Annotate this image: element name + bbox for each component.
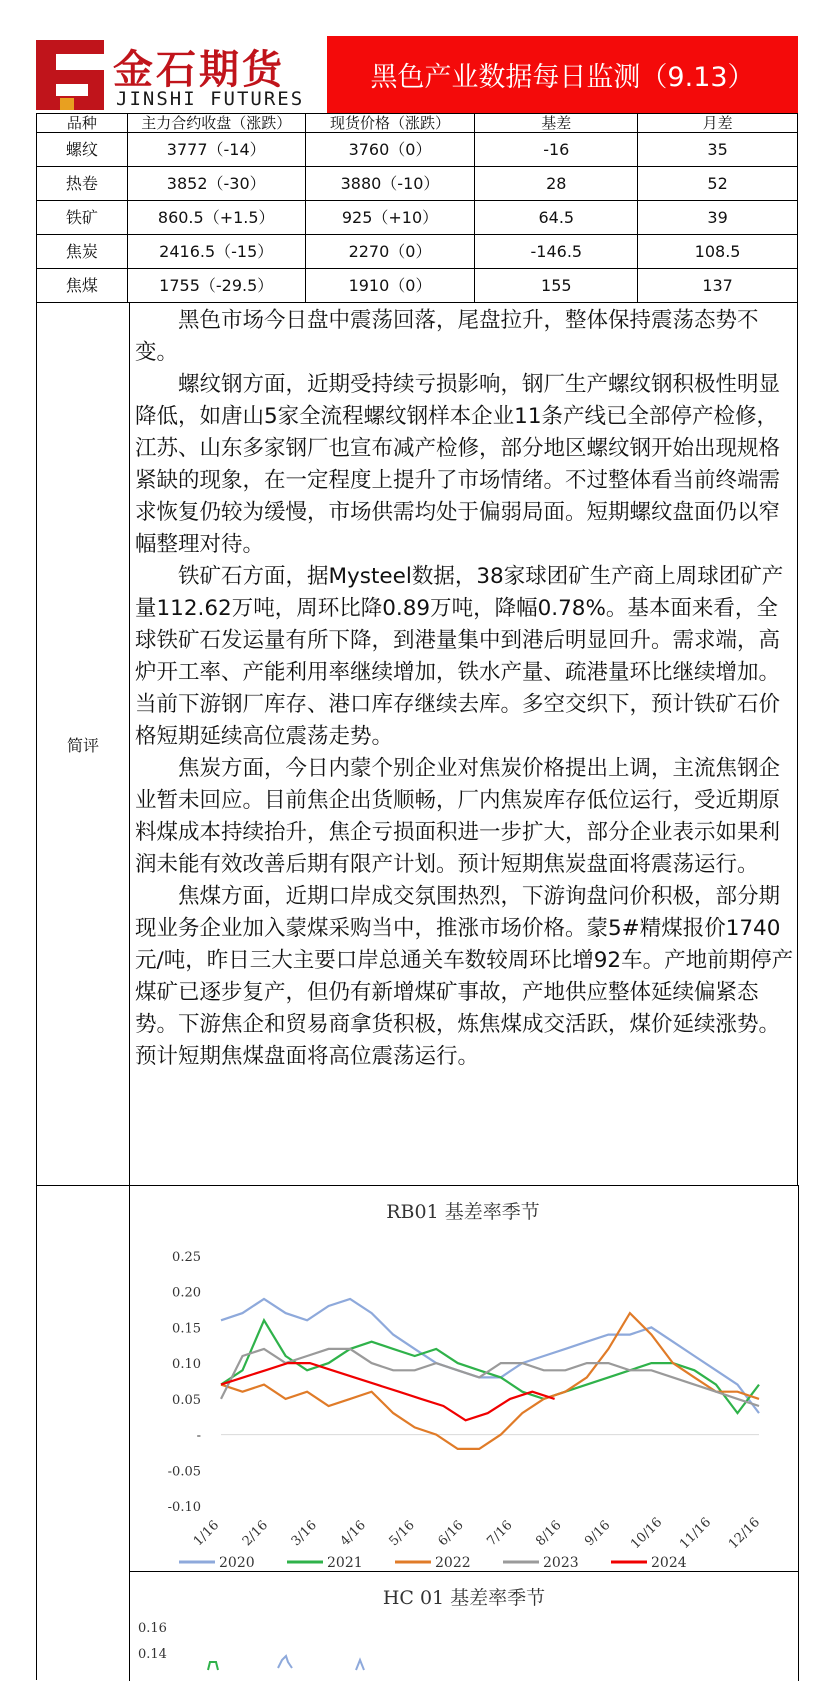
table-row (37, 167, 798, 201)
table-cell: 3880（-10） (305, 167, 475, 201)
logo-mark-icon (36, 36, 110, 113)
x-tick-label: 8/16 (533, 1517, 565, 1550)
x-tick-label: 1/16 (190, 1517, 223, 1550)
table-cell: 2270（0） (305, 235, 475, 269)
series-line-2020 (221, 1299, 759, 1413)
x-tick-label: 2/16 (239, 1517, 272, 1550)
y-tick-label: -0.05 (167, 1464, 201, 1480)
x-tick-label: 10/16 (628, 1514, 666, 1553)
commentary-paragraph: 焦煤方面，近期口岸成交氛围热烈，下游询盘问价积极，部分期现业务企业加入蒙煤采购当中，推涨市场价格。蒙5#精煤报价1740元/吨，昨日三大主要口岸总通关车数较周环比增92车。产地前期停产煤矿已逐步复产，但仍有新增煤矿事故，产地供应整体延续偏紧态势。下游焦企和贸易商拿货积极，炼焦煤成交活跃，煤价延续涨势。预计短期焦煤盘面将高位震荡运行。 (135, 884, 794, 1069)
column-header: 基差 (475, 114, 638, 133)
x-tick-label: 7/16 (484, 1517, 516, 1550)
table-row (37, 235, 798, 269)
commentary-paragraph: 黑色市场今日盘中震荡回落，尾盘拉升，整体保持震荡态势不变。 (135, 308, 759, 365)
series-line-2024 (221, 1363, 555, 1420)
table-cell: 925（+10） (305, 201, 475, 235)
rb01-chart-svg (129, 1186, 798, 1571)
chart-label-column (36, 1185, 130, 1680)
report-title: 黑色产业数据每日监测（9.13） (327, 36, 798, 113)
series-line (356, 1660, 364, 1670)
logo-brand-text: 金石期货 (113, 47, 285, 93)
table-cell: 热卷 (37, 167, 128, 201)
series-line (278, 1656, 292, 1668)
chart-title: RB01 基差率季节 (386, 1201, 540, 1223)
hc01-basis-chart (129, 1571, 799, 1681)
y-tick-label: 0.16 (138, 1621, 167, 1636)
x-tick-label: 3/16 (288, 1517, 320, 1550)
table-cell: 3777（-14） (127, 133, 305, 167)
y-tick-label: 0.14 (138, 1647, 167, 1662)
commentary-paragraph: 焦炭方面，今日内蒙个别企业对焦炭价格提出上调，主流焦钢企业暂未回应。目前焦企出货顺畅，厂内焦炭库存低位运行，受近期原料煤成本持续抬升，焦企亏损面积进一步扩大，部分企业表示如果利润未能有效改善后期有限产计划。预计短期焦炭盘面将震荡运行。 (135, 756, 781, 877)
logo-brand-en: JINSHI FUTURES (116, 88, 305, 110)
table-cell: 3852（-30） (127, 167, 305, 201)
x-tick-label: 4/16 (337, 1517, 369, 1550)
table-cell: 3760（0） (305, 133, 475, 167)
table-cell: -146.5 (475, 235, 638, 269)
price-table (36, 113, 798, 303)
table-header-row (37, 114, 798, 133)
y-tick-label: 0.20 (172, 1285, 201, 1301)
column-header: 月差 (638, 114, 798, 133)
table-cell: 155 (475, 269, 638, 303)
legend-label: 2024 (651, 1555, 687, 1571)
table-cell: 1910（0） (305, 269, 475, 303)
series-line (208, 1662, 218, 1670)
table-cell: 52 (638, 167, 798, 201)
legend-label: 2022 (435, 1555, 471, 1571)
x-tick-label: 9/16 (582, 1517, 614, 1550)
table-cell: 28 (475, 167, 638, 201)
y-tick-label: 0.25 (172, 1250, 201, 1265)
header (36, 36, 798, 113)
x-tick-label: 6/16 (435, 1517, 467, 1550)
y-tick-label: 0.05 (172, 1392, 201, 1408)
table-cell: 焦煤 (37, 269, 128, 303)
y-tick-label: 0.15 (172, 1321, 201, 1337)
table-cell: 137 (638, 269, 798, 303)
table-row (37, 201, 798, 235)
chart-title: HC 01 基差率季节 (382, 1587, 546, 1609)
table-cell: 焦炭 (37, 235, 128, 269)
hc01-chart-svg (130, 1572, 798, 1681)
column-header: 现货价格（涨跌） (305, 114, 475, 133)
y-tick-label: - (196, 1428, 201, 1444)
x-tick-label: 11/16 (677, 1514, 715, 1553)
column-header: 品种 (37, 114, 128, 133)
table-cell: 64.5 (475, 201, 638, 235)
table-cell: -16 (475, 133, 638, 167)
commentary-text (135, 305, 795, 1073)
table-cell: 1755（-29.5） (127, 269, 305, 303)
y-tick-label: 0.10 (172, 1357, 201, 1373)
table-cell: 39 (638, 201, 798, 235)
legend-label: 2021 (327, 1555, 363, 1571)
table-row (37, 269, 798, 303)
page (36, 36, 798, 1680)
x-tick-label: 5/16 (386, 1517, 418, 1550)
legend-label: 2020 (219, 1555, 255, 1571)
commentary-paragraph: 铁矿石方面，据Mysteel数据，38家球团矿生产商上周球团矿产量112.62万吨，周环比降0.89万吨，降幅0.78%。基本面来看，全球铁矿石发运量有所下降，到港量集中到港后明显回升。需求端，高炉开工率、产能利用率继续增加，铁水产量、疏港量环比继续增加。当前下游钢厂库存、港口库存继续去库。多空交织下，预计铁矿石价格短期延续高位震荡走势。 (135, 564, 784, 749)
table-cell: 860.5（+1.5） (127, 201, 305, 235)
y-tick-label: -0.10 (167, 1500, 201, 1515)
logo (36, 36, 327, 113)
column-header: 主力合约收盘（涨跌） (127, 114, 305, 133)
table-row (37, 133, 798, 167)
series-line-2022 (221, 1313, 759, 1449)
table-cell: 铁矿 (37, 201, 128, 235)
table-cell: 108.5 (638, 235, 798, 269)
legend-label: 2023 (543, 1555, 579, 1571)
commentary-paragraph: 螺纹钢方面，近期受持续亏损影响，钢厂生产螺纹钢积极性明显降低，如唐山5家全流程螺纹钢样本企业11条产线已全部停产检修，江苏、山东多家钢厂也宣布减产检修，部分地区螺纹钢开始出现规格紧缺的现象，在一定程度上提升了市场情绪。不过整体看当前终端需求恢复仍较为缓慢，市场供需均处于偏弱局面。短期螺纹盘面仍以窄幅整理对待。 (135, 372, 781, 557)
rb01-basis-chart (129, 1185, 799, 1571)
table-cell: 2416.5（-15） (127, 235, 305, 269)
commentary-section (36, 303, 798, 1186)
x-tick-label: 12/16 (725, 1514, 764, 1553)
table-cell: 螺纹 (37, 133, 128, 167)
table-cell: 35 (638, 133, 798, 167)
commentary-label: 简评 (37, 303, 130, 1185)
